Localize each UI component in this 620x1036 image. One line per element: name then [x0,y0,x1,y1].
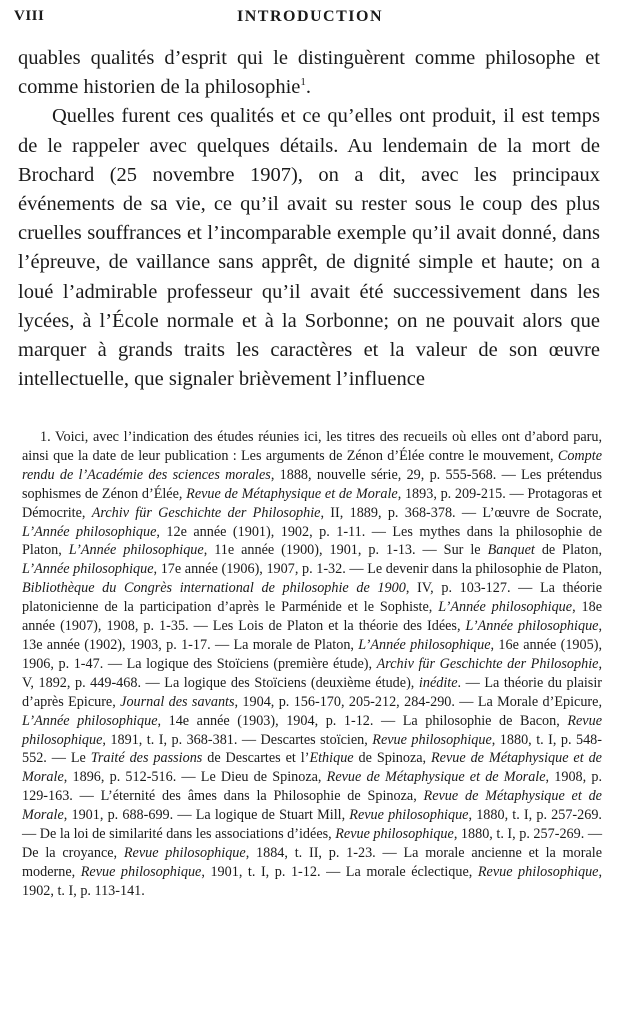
journal-title: Archiv für Geschichte der Philosophie [376,655,599,672]
paragraph-2: Quelles furent ces qualités et ce qu’elles ont produit, il est temps de le rappeler avec quelques détails. Au lendemain de la mort de Brochard (25 novembre 1907), on a dit, avec les principaux événements de sa vie, ce qu’il avait su rester sous le coup des plus cruelles souffrances et l’incomparable exemple qu’il avait donné, dans l’épreuve, de vaillance sans apprêt, de dignité simple et haute; on a loué l’admirable professeur qu’il avait été successivement dans les lycées, à l’École normale et à la Sorbonne; on ne pouvait alors que marquer à grands traits les caractères et la valeur de son œuvre intellectuelle, que signaler brièvement l’influence [18,105,600,391]
paragraph-1-text: quables qualités d’esprit qui le distinguèrent comme philosophe et comme historien de la philosophie [18,47,600,99]
footnote-text: , V, 1892, p. 449-468. — La logique des Stoïciens (deuxième étude), [22,655,602,691]
journal-title: Revue de Métaphysique et de Morale [22,788,602,824]
footnote-text: de Platon, [534,542,602,559]
journal-title: Archiv für Geschichte der Philosophie [91,504,321,521]
journal-title: Revue philosophique [335,826,454,843]
work-title: Traité des passions [90,750,203,767]
journal-title: Revue philosophique [349,807,469,824]
journal-title: Compte rendu de l’Académie des sciences morales [22,447,602,483]
journal-title: L’Année philosophique [22,561,154,578]
footnote-text: , II, 1889, p. 368-378. — L’œuvre de Socrate, [320,504,602,521]
footnote-text: , IV, p. 103-127. — La théorie platonicienne de la participation d’après le Parménide et le Sophiste, [22,580,602,616]
journal-title: L’Année philosophique [22,712,158,729]
journal-title: L’Année philosophique [22,523,157,540]
footnote-text: , 1893, p. 209-215. — Protagoras et Démocrite, [22,485,602,521]
footnote-block [22,428,602,901]
paragraph-1-end: . [305,76,312,99]
journal-title: Revue philosophique [372,731,492,748]
footnote-text: 1. Voici, avec l’indication des études réunies ici, les titres des recueils où elles ont d’abord paru, ainsi que la date de leur publication : Les arguments de Zénon d’Élée contre le mouvement, [22,429,602,464]
footnote-text: de Spinoza, [353,750,432,767]
journal-title: Revue de Métaphysique et de Morale [186,485,398,502]
footnote-text: , 1884, t. II, p. 1-23. — La morale ancienne et la morale moderne, [22,844,602,880]
footnote-text: , 1880, t. I, p. 257-269. — De la croyance, [22,826,603,861]
journal-title: Revue philosophique [123,844,246,861]
note-status: inédite [418,674,458,691]
footnote-text: , 1908, p. 129-163. — L’éternité des âmes dans la Philosophie de Spinoza, [22,769,602,805]
journal-title: Revue de Métaphysique et de Morale [326,769,546,786]
footnote-text: , 1896, p. 512-516. — Le Dieu de Spinoza, [63,769,327,786]
footnote-text: , 1901, p. 688-699. — La logique de Stuart Mill, [63,807,350,824]
footnote-text: , 1902, t. I, p. 113-141. [22,863,603,899]
journal-title: L’Année philosophique [465,618,599,635]
footnote-text: . — La théorie du plaisir d’après Epicure, [22,674,602,710]
footnote-text: , 1880, t. I, p. 257-269. — De la loi de similarité dans les associations d’idées, [22,807,602,843]
footnote-text: , 14e année (1903), 1904, p. 1-12. — La philosophie de Bacon, [157,712,568,729]
footnote-1 [22,428,602,901]
work-title: Ethique [309,750,354,767]
footnote-text: , 16e année (1905), 1906, p. 1-47. — La logique des Stoïciens (première étude), [22,636,602,672]
page-header [12,6,608,28]
footnote-text: , 1904, p. 156-170, 205-212, 284-290. — La Morale d’Epicure, [234,693,602,710]
footnote-text: , 18e année (1907), 1908, p. 1-35. — Les Lois de Platon et la théorie des Idées, [22,599,602,635]
footnote-reference: 1 [300,76,306,89]
footnote-text: , 17e année (1906), 1907, p. 1-32. — Le devenir dans la philosophie de Platon, [153,561,602,578]
journal-title: Revue philosophique [80,863,202,880]
journal-title: L’Année philosophique [68,542,204,559]
page-number: VIII [14,8,45,24]
footnote-text: , 1880, t. I, p. 548-552. — Le [22,731,602,767]
footnote-text: , 1888, nouvelle série, 29, p. 555-568. — Les prétendus sophismes de Zénon d’Élée, [22,466,602,502]
journal-title: Revue philosophique [22,712,602,748]
footnote-text: , 13e année (1902), 1903, p. 1-17. — La morale de Platon, [22,618,603,653]
footnote-text: , 1901, t. I, p. 1-12. — La morale éclectique, [201,863,478,880]
paragraph-continued [18,44,600,102]
footnote-text: , 11e année (1900), 1901, p. 1-13. — Sur le [203,542,488,559]
journal-title: Bibliothèque du Congrès international de philosophie de 1900 [22,580,406,597]
footnote-text: de Descartes et l’ [202,750,310,767]
journal-title: L’Année philosophique [358,636,491,653]
footnote-text: , 12e année (1901), 1902, p. 1-11. — Les mythes dans la philosophie de Platon, [22,523,602,559]
journal-title: Revue philosophique [477,863,599,880]
journal-title: Journal des savants [120,693,235,710]
main-text [18,44,600,394]
footnote-text: , 1891, t. I, p. 368-381. — Descartes stoïcien, [102,731,373,748]
running-title: INTRODUCTION [236,8,383,25]
work-title: Banquet [487,542,535,559]
journal-title: L’Année philosophique [438,599,573,616]
journal-title: Revue de Métaphysique et de Morale [22,750,602,786]
